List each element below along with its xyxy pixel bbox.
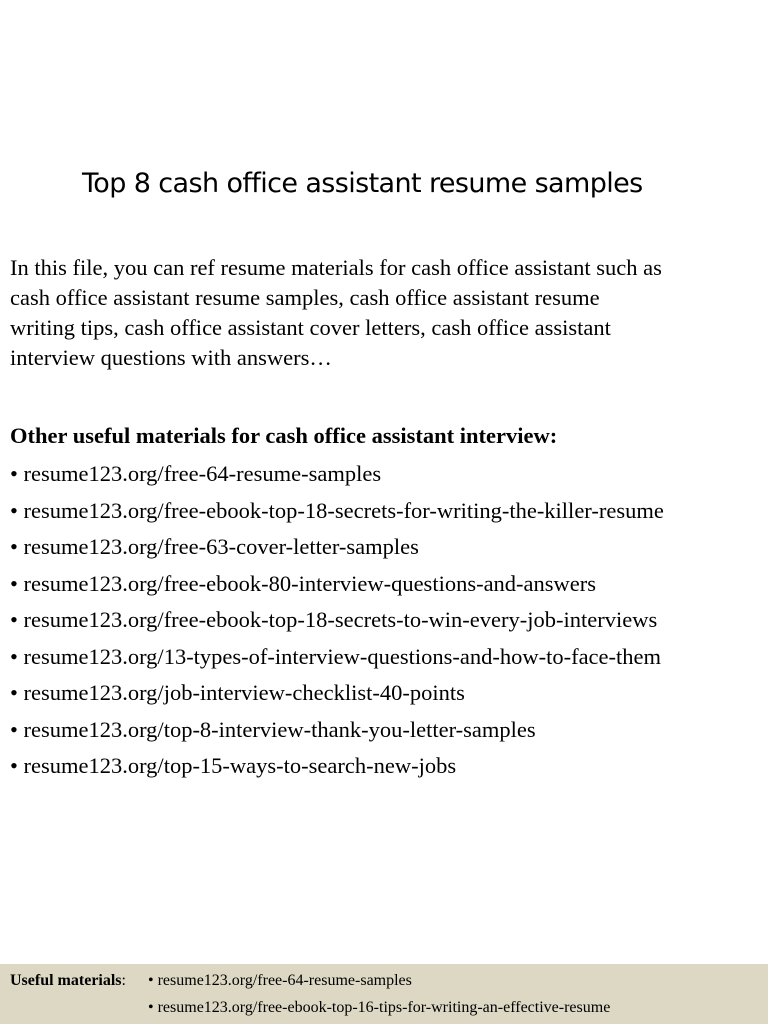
materials-link[interactable]: • resume123.org/free-ebook-top-18-secrets-to-win-every-job-interviews [10, 607, 658, 632]
materials-heading: Other useful materials for cash office assistant interview: [10, 423, 558, 448]
materials-link[interactable]: • resume123.org/free-ebook-80-interview-questions-and-answers [10, 570, 597, 596]
materials-link-list [10, 456, 664, 785]
materials-link[interactable]: • resume123.org/13-types-of-interview-questions-and-how-to-face-them [10, 643, 662, 669]
materials-link[interactable]: • resume123.org/free-64-resume-samples [10, 461, 382, 486]
intro-line: cash office assistant resume samples, cash office assistant resume [10, 285, 600, 310]
materials-link[interactable]: • resume123.org/top-8-interview-thank-you-letter-samples [10, 716, 536, 742]
footer-link[interactable]: • resume123.org/free-64-resume-samples [148, 972, 412, 989]
materials-link[interactable]: • resume123.org/free-63-cover-letter-samples [10, 534, 419, 559]
materials-link[interactable]: • resume123.org/top-15-ways-to-search-new-jobs [10, 753, 457, 778]
footer-bar [0, 964, 768, 1024]
footer-colon: : [121, 972, 126, 989]
intro-paragraph [10, 253, 768, 373]
footer-link[interactable]: • resume123.org/free-ebook-top-16-tips-for-writing-an-effective-resume [148, 999, 611, 1016]
materials-link[interactable]: • resume123.org/free-ebook-top-18-secrets-for-writing-the-killer-resume [10, 497, 664, 523]
intro-line: writing tips, cash office assistant cover letters, cash office assistant [10, 315, 611, 340]
materials-link[interactable]: • resume123.org/job-interview-checklist-40-points [10, 680, 465, 705]
page-title: Top 8 cash office assistant resume samples [82, 168, 643, 199]
intro-line: In this file, you can ref resume materials for cash office assistant such as [10, 255, 662, 280]
intro-line: interview questions with answers… [10, 345, 332, 370]
footer-label-wrap [10, 972, 126, 990]
footer-label: Useful materials [10, 972, 122, 989]
